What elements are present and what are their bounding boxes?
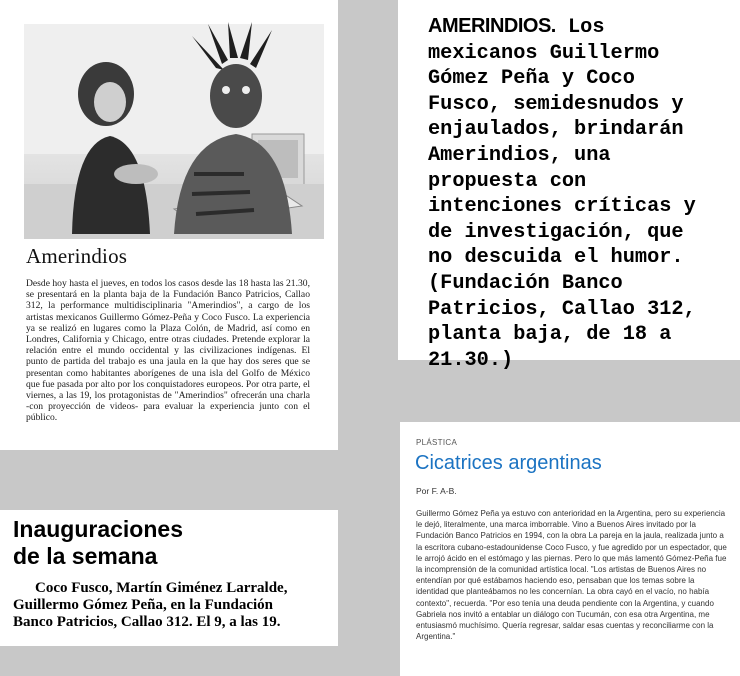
web-article-body: Guillermo Gómez Peña ya estuvo con anterioridad en la Argentina, pero su experiencia le dejó, literalmente, una marca imborrable. Vino a Buenos Aires invitado por la Fundación Banco Patricios en 1994, con la obra La pareja en la jaula, realizada junto a la escritora cubano-estadounidense Coco Fusco, y fue agredido por un espectador, que le arrojó ácido en el estómago y las piernas. Pero lo que más lamentó Gómez-Peña fue la incomprensión de la comunidad artística local. "Los artistas de Buenos Aires no entendían por qué estábamos haciendo eso, pensaban que los temas sobre la identidad que planteábamos no les concernían. La obra cayó en el vacío, no había contexto", recuerda. "Por eso tenía una deuda pendiente con la Argentina, y cuando Gabriela nos invitó a entablar un diálogo con Tucumán, con esa otra Argentina, me entusiasmó muchísimo. Quería regresar, saldar esas cuentas y reconciliarme con la Argentina." bbox=[416, 509, 727, 642]
inauguraciones-clipping bbox=[0, 510, 338, 646]
notice-venue: (Fundación Banco Patricios, Callao 312, planta baja, de 18 a 21.30.) bbox=[428, 271, 696, 372]
inauguraciones-line1: Coco Fusco, Martín Giménez Larralde, bbox=[35, 580, 288, 596]
byline: Por F. A-B. bbox=[416, 486, 457, 496]
web-article-title[interactable]: Cicatrices argentinas bbox=[415, 452, 602, 474]
notice-text: Los mexicanos Guillermo Gómez Peña y Coco Fusco, semidesnudos y enjaulados, brindarán bbox=[428, 16, 684, 142]
inauguraciones-line3: Banco Patricios, Callao 312. El 9, a las 19. bbox=[13, 614, 281, 630]
photo-article-headline: Amerindios bbox=[26, 244, 128, 268]
notice-lead: AMERINDIOS. bbox=[428, 15, 556, 37]
notice-emphasis: Amerindios bbox=[428, 143, 550, 167]
performance-photo bbox=[24, 24, 324, 239]
inauguraciones-body bbox=[13, 580, 329, 631]
inauguraciones-title-line1: Inauguraciones bbox=[13, 516, 183, 542]
notice-text-2: , una propuesta con intenciones críticas y de investigación, que no descuida el humor. bbox=[428, 143, 696, 270]
typewriter-text bbox=[428, 14, 718, 373]
inauguraciones-title bbox=[13, 516, 183, 570]
photo-illustration bbox=[24, 24, 324, 239]
inauguraciones-title-line2: de la semana bbox=[13, 543, 158, 569]
photo-article-body: Desde hoy hasta el jueves, en todos los casos desde las 18 hasta las 21.30, se presentará en la planta baja de la Fundación Banco Patricios, Callao 312, la performance multidisciplinaria "Amerindios", a cargo de los artistas mexicanos Guillermo Gómez-Peña y Coco Fusco. La experiencia ya se realizó en lugares como la Plaza Colón, de Madrid, así como en Londres, California y Chicago, entre otras ciudades. Pretende explorar la relación entre el mundo occidental y las civilizaciones indígenas. El punto de partida del trabajo es una jaula en la que hay dos seres que se presentan como habitantes aborígenes de una isla del Golfo de México que fue pasada por alto por los conquistadores europeos. Por otra parte, el viernes, a las 19, los protagonistas de "Amerindios" ofrecerán una charla -con proyección de videos- para evaluar la experiencia junto con el público. bbox=[26, 278, 310, 424]
inauguraciones-line2: Guillermo Gómez Peña, en la Fundación bbox=[13, 597, 273, 613]
typewriter-notice bbox=[398, 0, 740, 372]
amerindios-photo-clipping bbox=[0, 0, 338, 450]
web-article bbox=[400, 422, 740, 676]
section-label: PLÁSTICA bbox=[416, 438, 458, 447]
